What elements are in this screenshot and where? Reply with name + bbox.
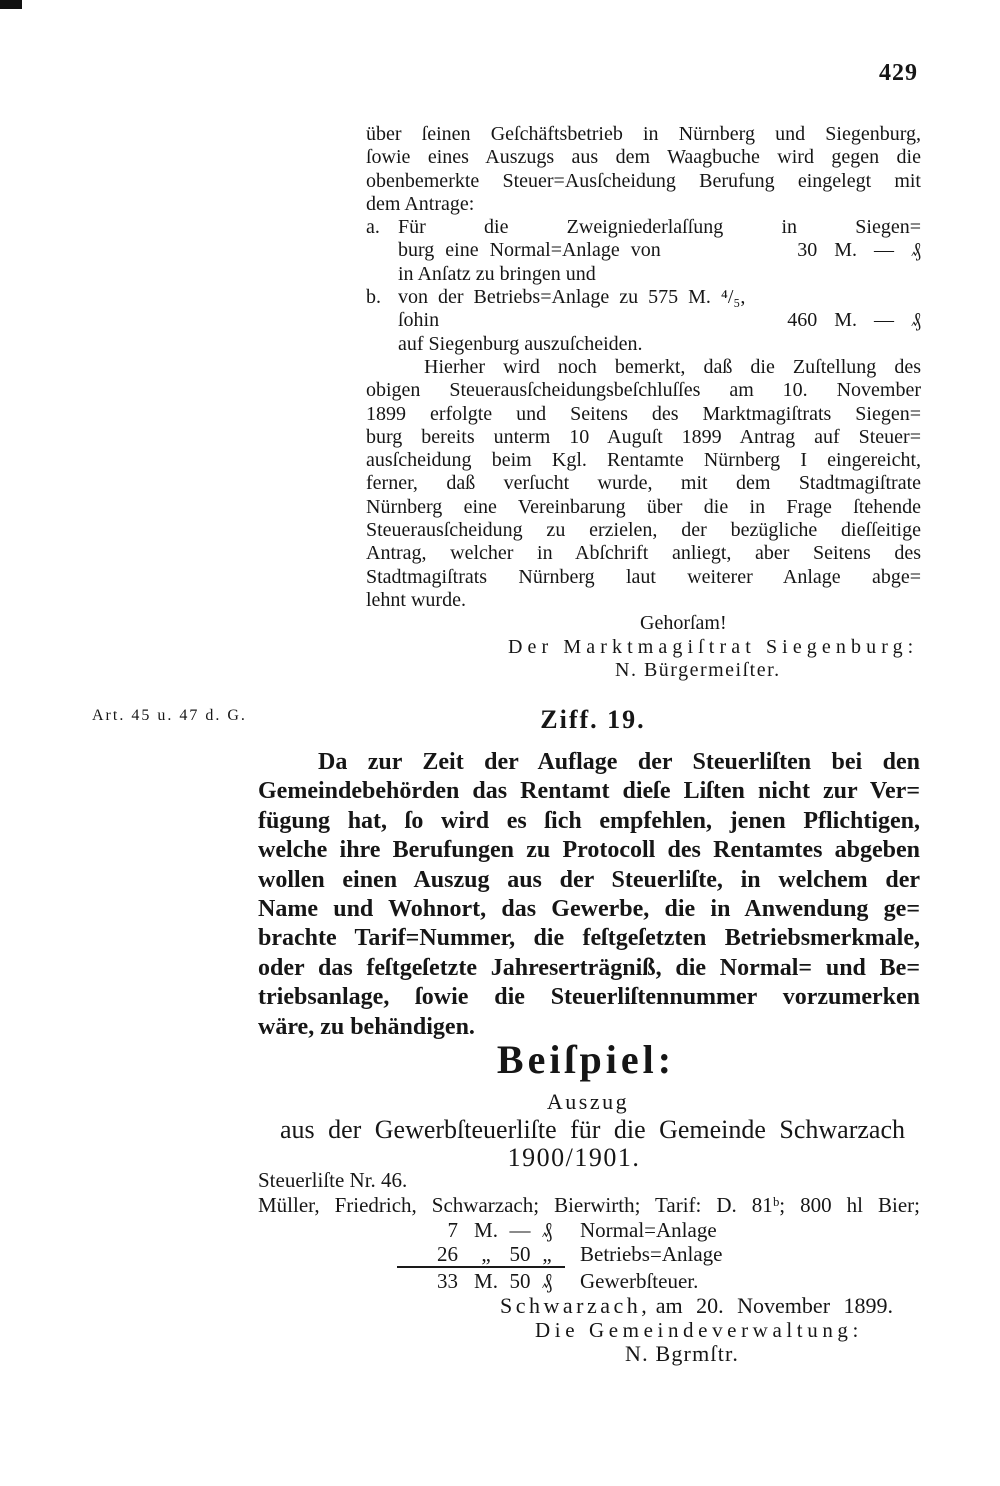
letter-line: auf Siegenburg auszuſcheiden. bbox=[398, 332, 643, 355]
pfennig-unit: ₰ bbox=[541, 1269, 553, 1293]
letter-line: von der Betriebs=Anlage zu 575 M. ⁴/₅, bbox=[398, 286, 746, 309]
paragraph-line: oder das feſtgeſetzte Jahreserträgniß, die Normal= und Be= bbox=[258, 954, 920, 981]
example-authority: Die Gemeindeverwaltung: bbox=[535, 1318, 863, 1342]
example-title: Auszug bbox=[546, 1089, 630, 1114]
letter-line: ausſcheidung beim Kgl. Rentamte Nürnberg I eingereicht, bbox=[366, 449, 921, 472]
list-item-a bbox=[366, 216, 921, 239]
scan-artifact-mark bbox=[0, 0, 22, 9]
page-number: 429 bbox=[879, 60, 918, 86]
mark-amount: 7 bbox=[447, 1218, 458, 1242]
letter-line: burg bereits unterm 10 Auguſt 1899 Antrag auf Steuer= bbox=[366, 425, 921, 448]
letter-line: ſohin bbox=[398, 309, 440, 332]
mark-amount: 33 bbox=[437, 1269, 458, 1293]
assessment-total-row bbox=[0, 1269, 1000, 1293]
mark-unit: M. bbox=[474, 1269, 498, 1293]
mark-unit: „ bbox=[481, 1242, 491, 1266]
instruction-paragraph bbox=[258, 748, 920, 1042]
mark-unit: M. bbox=[474, 1218, 498, 1242]
letter-line: Hierher wird noch bemerkt, daß die Zuſtellung des bbox=[424, 355, 921, 378]
pfennig-unit: „ bbox=[542, 1242, 552, 1266]
letter-line: ferner, daß verſucht wurde, mit dem Stadtmagiſtrate bbox=[366, 472, 921, 495]
paragraph-line: brachte Tarif=Nummer, die feſtgeſetzten Betriebsmerkmale, bbox=[258, 925, 920, 952]
letter-line: burg eine Normal=Anlage von bbox=[398, 239, 661, 262]
mark-amount: 26 bbox=[437, 1242, 458, 1266]
paragraph-line: wollen einen Auszug aus der Steuerliſte, in welchem der bbox=[258, 866, 920, 893]
assessment-row bbox=[0, 1242, 1000, 1266]
letter-line: Steuerausſcheidung zu erzielen, der bezügliche dieſſeitige bbox=[366, 519, 921, 542]
letter-line: Für die Zweigniederlaſſung in Siegen= bbox=[398, 216, 921, 239]
margin-note: Art. 45 u. 47 d. G. bbox=[92, 707, 247, 724]
assessment-label: Gewerbſteuer. bbox=[580, 1269, 699, 1293]
paragraph-line: triebsanlage, ſowie die Steuerliſtennummer vorzumerken bbox=[258, 984, 920, 1011]
amount: 460 M. — ₰ bbox=[787, 309, 921, 332]
section-heading: Ziff. 19. bbox=[540, 705, 646, 734]
amount: 30 M. — ₰ bbox=[797, 239, 921, 262]
letter-signature: N. Bürgermeiſter. bbox=[615, 658, 781, 681]
paragraph-line: welche ihre Berufungen zu Protocoll des Rentamtes abgeben bbox=[258, 837, 920, 864]
letter-line: in Anſatz zu bringen und bbox=[398, 262, 596, 285]
pfennig-amount: — bbox=[509, 1218, 531, 1242]
letter-line: ſowie eines Auszugs aus dem Waagbuche wird gegen die bbox=[366, 146, 921, 169]
letter-line: obigen Steuerausſcheidungsbeſchluſſes am 10. November bbox=[366, 379, 921, 402]
example-subtitle: aus der Gewerbſteuerliſte für die Gemeinde Schwarzach bbox=[280, 1115, 905, 1144]
letter-line: obenbemerkte Steuer=Ausſcheidung Berufung eingelegt mit bbox=[366, 169, 921, 192]
letter-signatory: Der Marktmagiſtrat Siegenburg: bbox=[508, 635, 919, 658]
example-place-date bbox=[500, 1294, 893, 1318]
list-marker: a. bbox=[366, 216, 380, 239]
paragraph-line: fügung hat, ſo wird es ſich empfehlen, jenen Pflichtigen, bbox=[258, 807, 920, 834]
tax-list-number: Steuerliſte Nr. 46. bbox=[258, 1168, 408, 1192]
list-item-b bbox=[366, 286, 921, 309]
pfennig-unit: ₰ bbox=[541, 1218, 553, 1242]
letter-line: über ſeinen Geſchäftsbetrieb in Nürnberg und Siegenburg, bbox=[366, 123, 921, 145]
paragraph-line: Da zur Zeit der Auflage der Steuerliſten bei den bbox=[318, 749, 920, 775]
example-signature: N. Bgrmſtr. bbox=[625, 1341, 740, 1366]
list-marker: b. bbox=[366, 286, 381, 309]
assessment-row bbox=[0, 1218, 1000, 1242]
assessment-label: Betriebs=Anlage bbox=[580, 1242, 723, 1266]
letter-line: dem Antrage: bbox=[366, 192, 475, 215]
pfennig-amount: 50 bbox=[509, 1269, 531, 1293]
example-date: am 20. November 1899. bbox=[655, 1293, 894, 1318]
assessment-label: Normal=Anlage bbox=[580, 1218, 717, 1242]
example-heading: Beiſpiel: bbox=[496, 1037, 676, 1082]
letter-line: Stadtmagiſtrats Nürnberg laut weiterer Anlage abge= bbox=[366, 565, 921, 588]
letter-line: Nürnberg eine Vereinbarung über die in Frage ſtehende bbox=[366, 495, 921, 518]
taxpayer-entry: Müller, Friedrich, Schwarzach; Bierwirth; Tarif: D. 81ᵇ; 800 hl Bier; bbox=[258, 1193, 920, 1217]
paragraph-line: Name und Wohnort, das Gewerbe, die in Anwendung ge= bbox=[258, 895, 920, 922]
letter-line: 1899 erfolgte und Seitens des Marktmagiſtrats Siegen= bbox=[366, 402, 921, 425]
letter-line: Antrag, welcher in Abſchrift anliegt, aber Seitens des bbox=[366, 542, 921, 565]
appeal-letter bbox=[366, 123, 921, 682]
list-item-a-amount-line bbox=[366, 239, 921, 262]
list-item-b-amount-line bbox=[366, 309, 921, 332]
pfennig-amount: 50 bbox=[509, 1242, 531, 1266]
letter-closing: Gehorſam! bbox=[640, 612, 727, 635]
example-year: 1900/1901. bbox=[507, 1143, 641, 1172]
sum-rule bbox=[397, 1266, 565, 1268]
example-place: Schwarzach, bbox=[500, 1293, 651, 1318]
paragraph-line: Gemeindebehörden das Rentamt dieſe Liſten nicht zur Ver= bbox=[258, 778, 920, 805]
letter-line: lehnt wurde. bbox=[366, 588, 466, 611]
paragraph-line: wäre, zu behändigen. bbox=[258, 1013, 475, 1040]
